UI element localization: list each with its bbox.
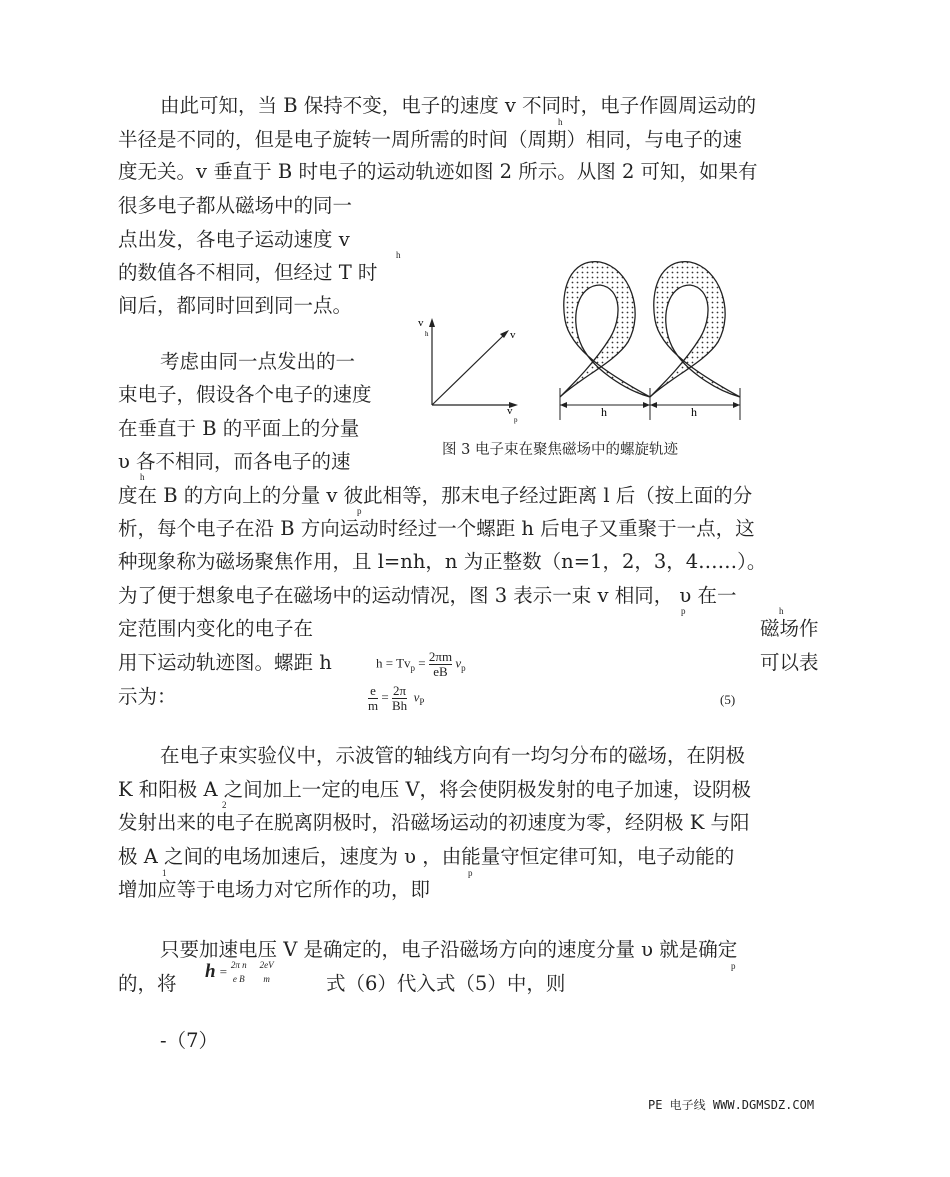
fraction-denominator: e B — [232, 974, 245, 984]
formula-text: h — [205, 961, 216, 982]
text-line: 为了便于想象电子在磁场中的运动情况，图 3 表示一束 v 相同， υ 在一 — [118, 584, 737, 607]
figure-caption: 图 3 电子束在聚焦磁场中的螺旋轨迹 — [442, 442, 678, 458]
formula-charge-mass — [368, 684, 424, 713]
fraction-numerator: 2π n — [230, 960, 247, 970]
axis-label-vh: v — [418, 317, 424, 329]
formula-fraction — [392, 684, 407, 713]
figure-helix — [410, 250, 760, 430]
subscript: h — [140, 472, 145, 482]
text-line: 考虑由同一点发出的一 — [160, 350, 356, 373]
equation-number: (5) — [720, 692, 736, 707]
text-line: 度无关。v 垂直于 B 时电子的运动轨迹如图 2 所示。从图 2 可知，如果有 — [118, 160, 758, 183]
subscript: p — [468, 868, 473, 878]
text-line: -（7） — [160, 1029, 218, 1052]
arrow-head — [650, 402, 657, 408]
text-line: 间后，都同时回到同一点。 — [118, 294, 353, 317]
subscript: h — [779, 606, 784, 616]
text-line: 很多电子都从磁场中的同一 — [118, 194, 353, 217]
subscript: 1 — [162, 868, 167, 878]
subscript: p — [731, 961, 736, 971]
text-line: 度在 B 的方向上的分量 v 彼此相等，那末电子经过距离 l 后（按上面的分 — [118, 484, 753, 507]
footer-url: PE 电子线 WWW.DGMSDZ.COM — [648, 1098, 815, 1112]
helix-loop-right — [650, 262, 740, 397]
helix-band — [650, 262, 740, 397]
subscript: 2 — [222, 800, 227, 810]
formula-text: v — [455, 655, 462, 671]
subscript: h — [558, 117, 563, 127]
text-line: 定范围内变化的电子在 — [118, 617, 314, 640]
axis-sub-vp: p — [514, 416, 518, 424]
pitch-label: h — [691, 405, 697, 419]
formula-pitch-voltage — [205, 958, 274, 986]
arrow-head — [643, 402, 650, 408]
v-vector — [432, 333, 506, 405]
text-line: K 和阳极 A 之间加上一定的电压 V，将会使阴极发射的电子加速，设阴极 — [118, 778, 752, 801]
text-line: 点出发，各电子运动速度 v — [118, 228, 350, 251]
arrow-head — [733, 402, 740, 408]
formula-fraction — [368, 684, 378, 713]
text-line: 在垂直于 B 的平面上的分量 — [118, 417, 360, 440]
helix-loop-left — [560, 262, 650, 397]
pitch-markers — [560, 388, 740, 420]
subscript: h — [396, 250, 401, 260]
text-line: 发射出来的电子在脱离阴极时，沿磁场运动的初速度为零，经阴极 K 与阳 — [118, 811, 750, 834]
fraction-denominator: m — [368, 698, 379, 713]
text-line: 在电子束实验仪中，示波管的轴线方向有一均匀分布的磁场，在阴极 — [160, 744, 746, 767]
fraction-denominator: m — [263, 974, 270, 984]
velocity-diagram — [418, 317, 518, 424]
text-line: 束电子，假设各个电子的速度 — [118, 383, 372, 406]
text-line: υ 各不相同，而各电子的速 — [118, 450, 351, 473]
text-line: 只要加速电压 V 是确定的，电子沿磁场方向的速度分量 υ 就是确定 — [160, 938, 738, 961]
text-line: 增加应等于电场力对它所作的功，即 — [118, 878, 431, 901]
formula-subscript: p — [461, 663, 466, 674]
subscript: p — [681, 606, 686, 616]
text-line: 的，将 — [118, 972, 177, 995]
formula-fraction — [260, 958, 274, 986]
text-line: 式（6）代入式（5）中，则 — [326, 972, 566, 995]
formula-fraction — [429, 650, 452, 679]
formula-text: v — [413, 689, 420, 705]
fraction-denominator: Bh — [391, 698, 408, 713]
axis-sub-vh: h — [425, 330, 429, 338]
arrow-head — [560, 402, 567, 408]
fraction-numerator: e — [370, 683, 376, 698]
text-line: 半径是不同的，但是电子旋转一周所需的时间（周期）相同，与电子的速 — [118, 128, 743, 151]
formula-subscript: p — [410, 663, 416, 674]
formula-subscript: P — [419, 697, 425, 708]
text-line: 种现象称为磁场聚焦作用，且 l=nh，n 为正整数（n=1，2，3，4……）。 — [118, 550, 767, 573]
fraction-numerator: 2πm — [428, 649, 453, 664]
text-line: 示为： — [118, 685, 177, 708]
formula-text: h = Tv — [376, 655, 411, 671]
axis-label-vp: v — [507, 405, 513, 417]
text-line: 极 A 之间的电场加速后，速度为 υ ，由能量守恒定律可知，电子动能的 — [118, 845, 735, 868]
text-line: 磁场作 — [760, 617, 819, 640]
text-line: 的数值各不相同，但经过 T 时 — [118, 261, 378, 284]
fraction-numerator: 2π — [393, 683, 407, 698]
formula-pitch — [376, 650, 466, 679]
vector-label-v: v — [510, 329, 516, 341]
text-line: 用下运动轨迹图。螺距 h — [118, 651, 332, 674]
text-line: 析，每个电子在沿 B 方向运动时经过一个螺距 h 后电子又重聚于一点，这 — [118, 517, 755, 540]
formula-fraction — [231, 958, 247, 986]
formula-text: = — [218, 964, 228, 979]
helix-band — [560, 262, 650, 397]
fraction-numerator: 2eV — [259, 960, 274, 970]
text-line: 可以表 — [760, 651, 819, 674]
arrow-head — [429, 318, 435, 327]
pitch-label: h — [601, 405, 607, 419]
formula-text: = — [381, 689, 389, 705]
subscript: p — [357, 506, 362, 516]
text-line: 由此可知，当 B 保持不变，电子的速度 v 不同时，电子作圆周运动的 — [160, 94, 757, 117]
formula-text: = — [418, 655, 426, 671]
fraction-denominator: eB — [429, 664, 452, 679]
